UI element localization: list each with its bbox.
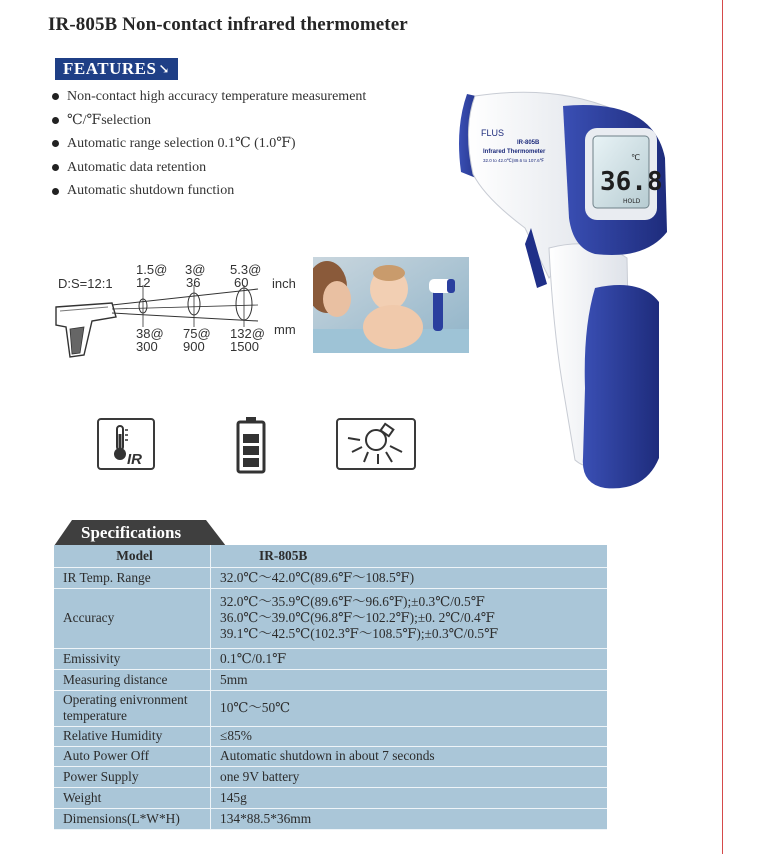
feature-item: Automatic shutdown function — [52, 179, 366, 203]
spot-size-label: 3@ — [185, 262, 206, 277]
spec-value: 36.0℃～39.0℃(96.8℉～102.2℉);±0. 2℃/0.4℉ — [220, 610, 495, 625]
bullet-icon — [52, 188, 59, 195]
distance-label: 900 — [183, 339, 205, 354]
spec-value: 32.0℃～35.9℃(89.6℉～96.6℉);±0.3℃/0.5℉ — [220, 594, 485, 609]
spec-value: 0.1℃/0.1℉ — [211, 648, 608, 669]
product-range-label: 32.0 to 42.0℃(89.6 to 107.6℉ — [483, 158, 544, 163]
feature-item: Non-contact high accuracy temperature measurement — [52, 85, 366, 109]
table-row — [54, 766, 607, 787]
spec-key: Weight — [54, 787, 211, 808]
spot-size-label: 1.5@ — [136, 262, 168, 277]
lcd-hold: HOLD — [623, 198, 641, 205]
table-row — [54, 690, 607, 726]
table-row — [54, 787, 607, 808]
spec-key: IR Temp. Range — [54, 567, 211, 588]
feature-item: Automatic range selection 0.1℃ (1.0℉) — [52, 132, 366, 156]
feature-item: Automatic data retention — [52, 156, 366, 180]
table-row — [54, 669, 607, 690]
distance-label: 1500 — [230, 339, 259, 354]
distance-label: 12 — [136, 275, 151, 290]
mini-thermometer-icon — [56, 303, 116, 357]
mm-unit-label: mm — [274, 322, 296, 337]
table-row — [54, 746, 607, 766]
specifications-table — [54, 545, 607, 830]
bullet-icon — [52, 93, 59, 100]
product-name-label: Infrared Thermometer — [483, 149, 546, 155]
lcd-unit: ℃ — [631, 153, 640, 162]
table-row — [54, 588, 607, 648]
thermometer-product-image — [445, 88, 680, 498]
spec-value: 32.0℃～42.0℃(89.6℉～108.5℉) — [211, 567, 608, 588]
table-row — [54, 567, 607, 588]
spot-cone-graphic — [48, 255, 308, 365]
header-key: Model — [54, 545, 211, 567]
features-heading — [55, 58, 178, 80]
spec-value: Automatic shutdown in about 7 seconds — [211, 746, 608, 766]
feature-item: ℃/℉selection — [52, 109, 366, 133]
bullet-icon — [52, 117, 59, 124]
spot-size-label: 75@ — [183, 326, 211, 341]
spot-size-label: 38@ — [136, 326, 164, 341]
spec-key: Accuracy — [54, 588, 211, 648]
brand-label: FLUS — [481, 128, 505, 138]
header-value: IR-805B — [211, 545, 608, 567]
battery-icon — [236, 416, 266, 474]
bullet-icon — [52, 164, 59, 171]
spec-value: 134*88.5*36mm — [211, 808, 608, 829]
spec-key: Auto Power Off — [54, 746, 211, 766]
spec-key: Dimensions(L*W*H) — [54, 808, 211, 829]
distance-ratio-label: D:S=12:1 — [58, 276, 113, 291]
specifications-label: Specifications — [81, 523, 182, 542]
table-row — [54, 648, 607, 669]
spec-key: Measuring distance — [54, 669, 211, 690]
lcd-value: 36.8 — [600, 167, 663, 197]
table-row — [54, 808, 607, 829]
bullet-icon — [52, 140, 59, 147]
spot-size-label: 5.3@ — [230, 262, 262, 277]
table-header-row — [54, 545, 607, 567]
page-title: IR-805B Non-contact infrared thermometer — [48, 14, 408, 35]
spec-value: 39.1℃～42.5℃(102.3℉～108.5℉);±0.3℃/0.5℉ — [220, 626, 499, 641]
spec-key: Relative Humidity — [54, 726, 211, 746]
light-bulb-icon — [336, 418, 416, 470]
spec-value: 5mm — [211, 669, 608, 690]
features-label: FEATURES — [63, 59, 157, 78]
spec-value: ≤85% — [211, 726, 608, 746]
model-label: IR-805B — [517, 140, 540, 146]
distance-label: 300 — [136, 339, 158, 354]
spec-value: 145g — [211, 787, 608, 808]
spec-value: 10℃～50℃ — [211, 690, 608, 726]
distance-spot-diagram — [48, 255, 308, 365]
arrow-down-right-icon: ↘ — [158, 61, 170, 76]
spec-value: one 9V battery — [211, 766, 608, 787]
ir-icon-text: IR — [127, 451, 142, 468]
table-row — [54, 726, 607, 746]
thermometer-ir-icon — [97, 418, 155, 470]
features-list — [52, 85, 366, 203]
distance-label: 36 — [186, 275, 201, 290]
distance-label: 60 — [234, 275, 249, 290]
page-border-line — [722, 0, 723, 854]
spec-key: Power Supply — [54, 766, 211, 787]
spec-key: Operating enivronment temperature — [54, 690, 211, 726]
spec-key: Emissivity — [54, 648, 211, 669]
spot-size-label: 132@ — [230, 326, 265, 341]
inch-unit-label: inch — [272, 276, 296, 291]
